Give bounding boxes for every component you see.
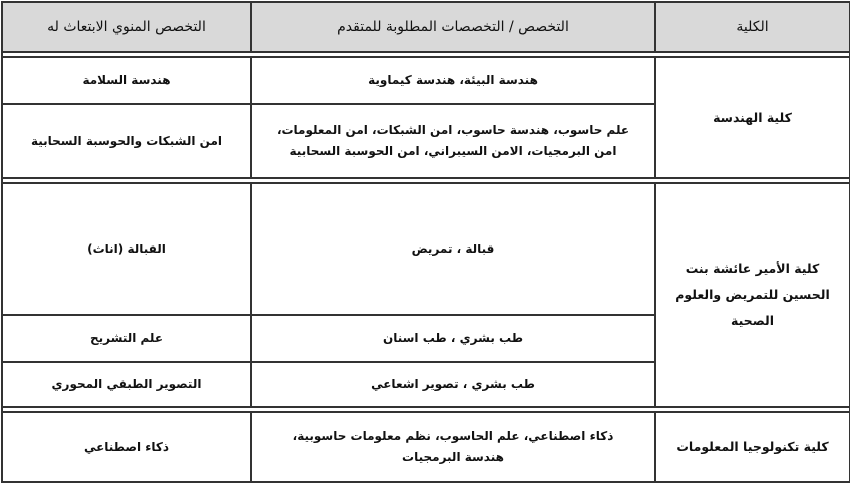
required-cell: قبالة ، تمريض (251, 183, 655, 314)
target-cell: القبالة (اناث) (2, 183, 251, 314)
table-row (2, 183, 850, 314)
header-target-specialization: التخصص المنوي الابتعاث له (2, 2, 251, 52)
target-cell: هندسة السلامة (2, 57, 251, 104)
header-college: الكلية (655, 2, 850, 52)
table-row (2, 412, 850, 482)
college-cell-nursing: كلية الأمير عائشة بنت الحسين للتمريض والعلوم الصحية (655, 183, 850, 407)
target-cell: ذكاء اصطناعي (2, 412, 251, 482)
college-cell-it: كلية تكنولوجيا المعلومات (655, 412, 850, 482)
header-required-specialization: التخصص / التخصصات المطلوبة للمتقدم (251, 2, 655, 52)
target-cell: التصوير الطبقي المحوري (2, 362, 251, 407)
header-row (2, 2, 850, 52)
required-cell: طب بشري ، تصوير اشعاعي (251, 362, 655, 407)
required-cell: طب بشري ، طب اسنان (251, 315, 655, 362)
scholarship-table (1, 1, 850, 483)
required-cell: ذكاء اصطناعي، علم الحاسوب، نظم معلومات حاسوبية، هندسة البرمجيات (251, 412, 655, 482)
college-cell-engineering: كلية الهندسة (655, 57, 850, 178)
required-cell: هندسة البيئة، هندسة كيماوية (251, 57, 655, 104)
target-cell: علم التشريح (2, 315, 251, 362)
target-cell: امن الشبكات والحوسبة السحابية (2, 104, 251, 178)
required-cell: علم حاسوب، هندسة حاسوب، امن الشبكات، امن المعلومات، امن البرمجيات، الامن السيبراني، امن الحوسبة السحابية (251, 104, 655, 178)
table-row (2, 57, 850, 104)
